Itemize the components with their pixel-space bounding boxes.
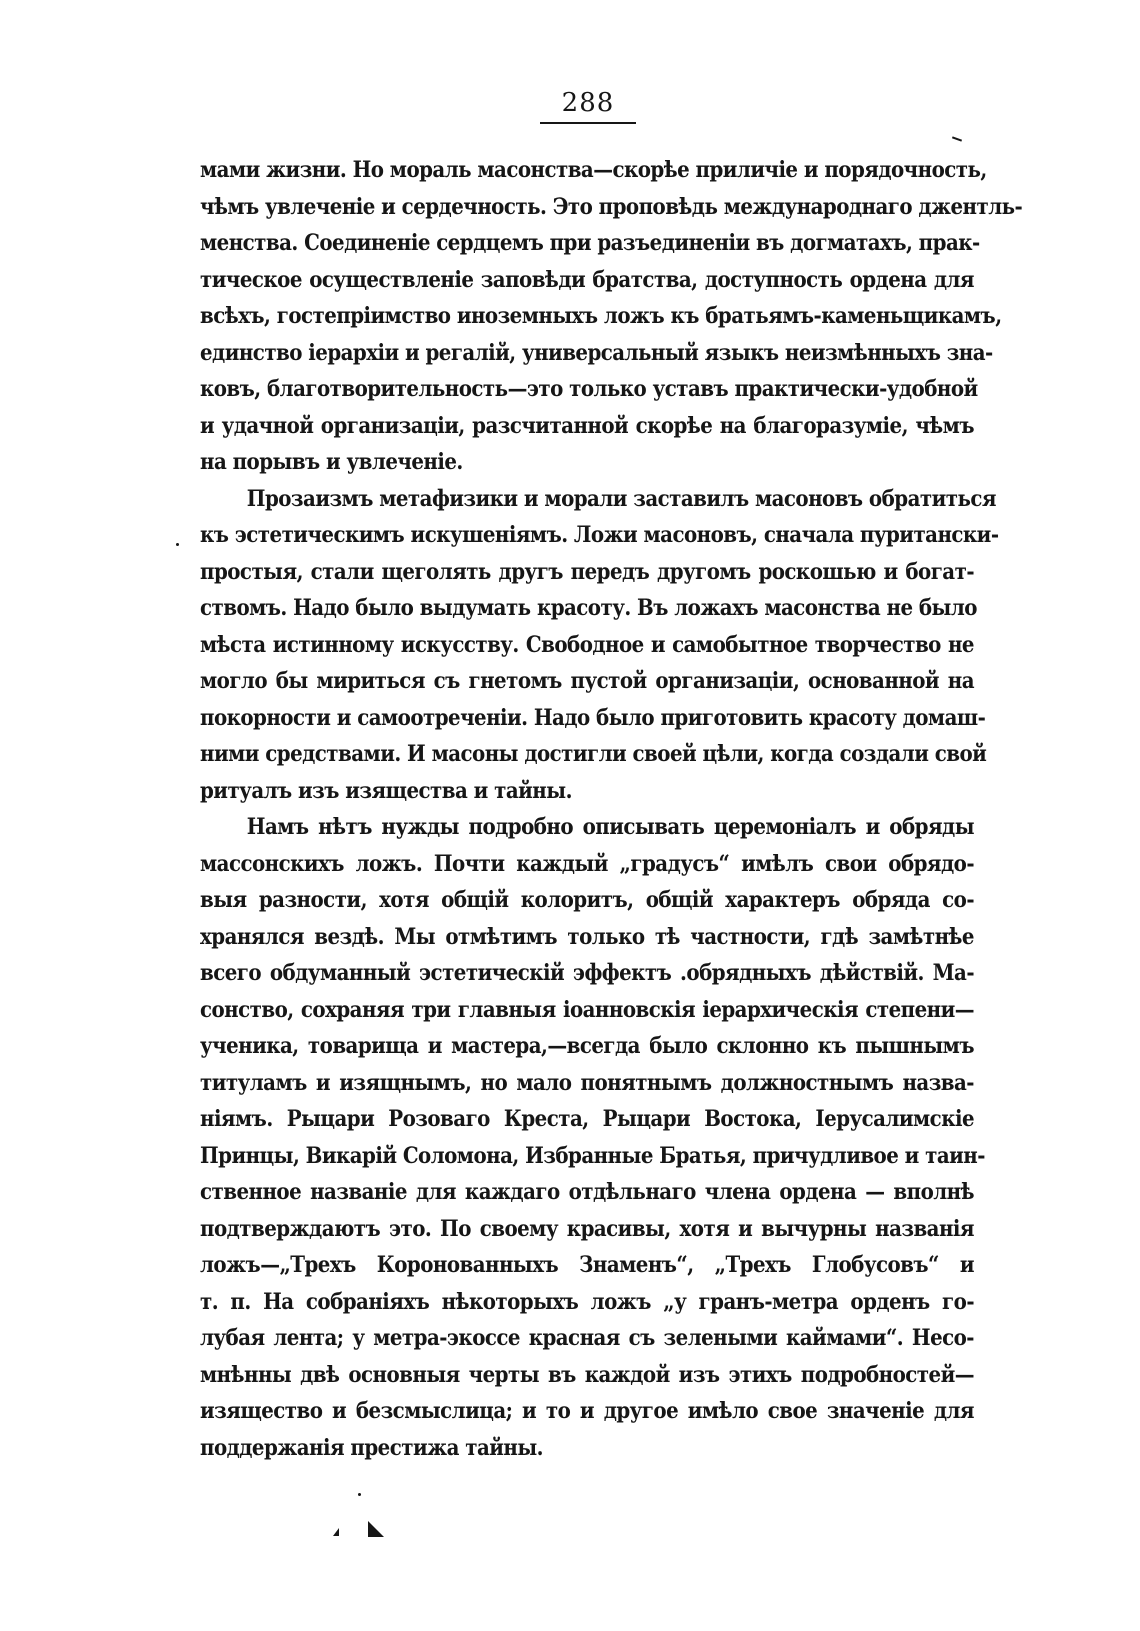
text-line: мѣста истинному искусству. Свободное и самобытное творчество не: [200, 631, 974, 658]
text-line: Прозаизмъ метафизики и морали заставилъ масоновъ обратиться: [246, 485, 996, 512]
text-line: подтверждаютъ это. По своему красивы, хотя и вычурны названія: [200, 1215, 974, 1242]
text-line: всего обдуманный эстетическій эффектъ .обрядныхъ дѣйствій. Ма-: [200, 960, 974, 986]
text-line: менства. Соединеніе сердцемъ при разъединеніи въ догматахъ, прак-: [200, 230, 980, 256]
page-number: 288: [561, 88, 615, 118]
text-line: ритуалъ изъ изящества и тайны.: [200, 777, 572, 804]
text-line: ніямъ. Рыцари Розоваго Креста, Рыцари Востока, Іерусалимскіе: [200, 1106, 974, 1132]
header-rule: [540, 122, 636, 124]
text-line: мнѣнны двѣ основныя черты въ каждой изъ этихъ подробностей—: [200, 1361, 974, 1388]
text-line: хранялся вездѣ. Мы отмѣтимъ только тѣ частности, гдѣ замѣтнѣе: [200, 923, 974, 950]
text-line: простыя, стали щеголять другъ передъ другомъ роскошью и богат-: [200, 558, 974, 585]
text-line: всѣхъ, гостепріимство иноземныхъ ложъ къ братьямъ-каменьщикамъ,: [200, 303, 1002, 329]
text-line: Принцы, Викарій Соломона, Избранные Братья, причудливое и таин-: [200, 1142, 985, 1169]
text-line: титуламъ и изящнымъ, но мало понятнымъ должностнымъ назва-: [200, 1069, 974, 1096]
print-speck: [358, 1493, 361, 1496]
text-line: поддержанія престижа тайны.: [200, 1434, 543, 1461]
text-line: и удачной организаціи, разсчитанной скорѣе на благоразумie, чѣмъ: [200, 412, 974, 439]
print-speck: [368, 1521, 384, 1537]
text-line: массонскихъ ложъ. Почти каждый „градусъ“ имѣлъ свои обрядо-: [200, 850, 974, 877]
text-line: на порывъ и увлеченіе.: [200, 449, 463, 475]
paragraph-1: [200, 152, 1023, 481]
text-line: покорности и самоотреченіи. Надо было приготовить красоту домаш-: [200, 704, 986, 731]
text-line: лубая лента; у метра-экоссе красная съ зелеными каймами“. Несо-: [200, 1325, 974, 1351]
paragraph-3: [200, 809, 985, 1466]
text-line: могло бы мириться съ гнетомъ пустой организаціи, основанной на: [200, 668, 974, 694]
text-line: ственное названіе для каждаго отдѣльнаго члена ордена — вполнѣ: [200, 1179, 974, 1205]
print-speck: [176, 543, 179, 546]
text-line: ложъ—„Трехъ Коронованныхъ Знаменъ“, „Трехъ Глобусовъ“ и: [200, 1252, 974, 1278]
paragraph-2: [200, 481, 999, 810]
text-line: ствомъ. Надо было выдумать красоту. Въ ложахъ масонства не было: [200, 595, 977, 621]
text-line: ковъ, благотворительность—это только уставъ практически-удобной: [200, 376, 978, 402]
text-line: Намъ нѣтъ нужды подробно описывать церемоніалъ и обряды: [246, 814, 975, 840]
text-line: къ эстетическимъ искушеніямъ. Ложи масоновъ, сначала пуритански-: [200, 522, 999, 548]
text-line: единство іерархіи и регалій, универсальный языкъ неизмѣнныхъ зна-: [200, 339, 993, 366]
text-line: тическое осуществленіе заповѣди братства, доступность ордена для: [200, 266, 974, 293]
text-line: выя разности, хотя общій колоритъ, общій характеръ обряда со-: [200, 887, 974, 913]
text-line: т. п. На собраніяхъ нѣкоторыхъ ложъ „у гранъ-метра орденъ го-: [200, 1288, 974, 1315]
text-line: ученика, товарища и мастера,—всегда было склонно къ пышнымъ: [200, 1033, 974, 1059]
text-line: мами жизни. Но мораль масонства—скорѣе приличіе и порядочность,: [200, 157, 987, 183]
print-speck: [333, 1528, 339, 1536]
text-line: сонство, сохраняя три главныя іоанновскія іерархическія степени—: [200, 996, 974, 1023]
text-line: изящество и безсмыслица; и то и другое имѣло свое значеніе для: [200, 1398, 974, 1424]
text-line: чѣмъ увлеченіе и сердечность. Это проповѣдь международнаго джентль-: [200, 193, 1023, 220]
print-speck: [952, 136, 962, 141]
text-line: ними средствами. И масоны достигли своей цѣли, когда создали свой: [200, 741, 987, 767]
body-text: [200, 152, 1023, 1466]
